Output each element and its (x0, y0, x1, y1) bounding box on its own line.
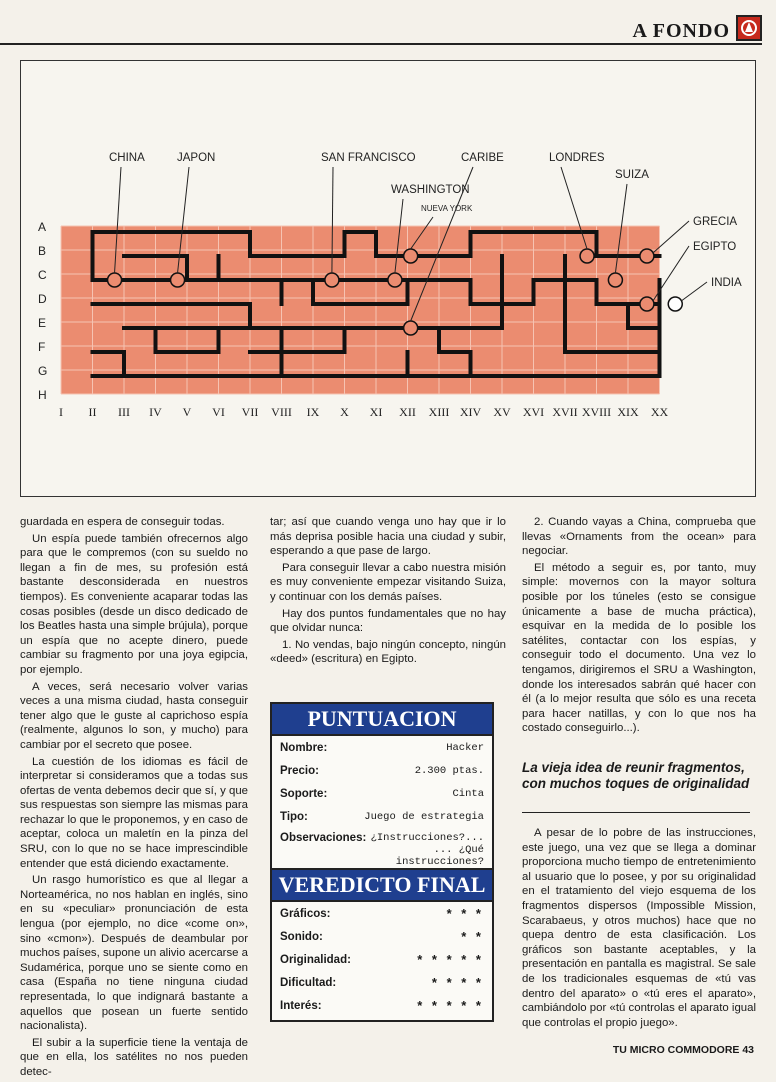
rating-stars: * * * (446, 906, 484, 921)
column-label: VI (212, 405, 225, 419)
paragraph: Hay dos puntos fundamentales que no hay que olvidar nunca: (270, 607, 506, 635)
column-label: VIII (271, 405, 292, 419)
score-key: Nombre: (280, 741, 328, 754)
score-row-observaciones (272, 828, 492, 868)
paragraph: Un rasgo humorístico es que al llegar a Norteamérica, no nos hablan en inglés, sino en su «peculiar» pronunciación de esta lengua (por ejemplo, no dice «come on», sino «cmon»). Después de deambular por muchos países, supone un alivio acercarse a Sudamérica, porque uno se siente como en casa (España no tiene ninguna ciudad representada, lo que indignará bastante a aquellos que posean un fuerte sentido nacionalista). (20, 874, 248, 1033)
place-label: NUEVA YORK (421, 204, 473, 213)
verdict-key: Interés: (280, 999, 322, 1012)
column-label: XIX (617, 405, 639, 419)
score-title: PUNTUACION (272, 704, 492, 736)
city-marker-icon (171, 273, 185, 287)
paragraph: 2. Cuando vayas a China, comprueba que llevas «Ornaments from the ocean» para negociar. (522, 516, 756, 558)
column-label: IV (149, 405, 162, 419)
paragraph: 1. No vendas, bajo ningún concepto, ningún «deed» (escritura) en Egipto. (270, 638, 506, 666)
rating-stars: * * * * * (417, 998, 484, 1013)
text-column-1 (20, 515, 248, 1082)
score-key: Observaciones: (280, 832, 367, 844)
paragraph: A veces, será necesario volver varias veces a una misma ciudad, hasta conseguir tener algo que le guste al caprichoso espía (realmente, algunos lo son, y mucho) para cambiar por el secreto que posee. (20, 680, 248, 751)
paragraph: El subir a la superficie tiene la ventaja de que en ella, los satélites no nos pueden detec- (20, 1036, 248, 1078)
city-marker-icon (325, 273, 339, 287)
paragraph: A pesar de lo pobre de las instrucciones, este juego, una vez que se llega a dominar proporciona mucho tiempo de entretenimiento al usuario que lo posee, y por su originalidad en el tratamiento del viejo esquema de los fragmentos dispersos (Impossible Mission, Scarabaeus, y otros muchos) hace que no quepa dentro de esta clasificación. Los gráficos son bastante aceptables, y la presentación en pantalla es magistral. Se sale de los tradicionales esquemas de «tú vas dentro del aparato» o «tú eres el aparato», cambiándolo por «tú controlas el aparato igual que controlas el propio juego». (522, 827, 756, 1029)
verdict-row-graficos (272, 902, 492, 925)
text-column-3 (522, 515, 756, 738)
column-label: II (88, 405, 97, 419)
place-label: GRECIA (693, 216, 738, 228)
city-marker-icon (580, 249, 594, 263)
verdict-row-interes (272, 994, 492, 1017)
paragraph: guardada en espera de conseguir todas. (20, 516, 225, 528)
score-value: Cinta (452, 787, 484, 800)
row-label: D (38, 292, 47, 306)
obs-line-1: ¿Instrucciones?... (370, 832, 484, 844)
column-label: IX (306, 405, 320, 419)
subheading-rule (522, 812, 750, 813)
row-label: E (38, 316, 47, 330)
tunnel-map-figure (20, 60, 756, 497)
score-row-tipo (272, 805, 492, 828)
paragraph: La cuestión de los idiomas es fácil de interpretar si consideramos que a todas sus ofertas de venta debemos decir que sí, y que sus respuestas son siempre las mismas para rechazar lo que le proponemos, y en caso de aceptar, coloca un maletín en la pinza del SRU, con lo que no se hace imprescindible entender que está diciendo exactamente. (20, 755, 248, 870)
column-label: XII (399, 405, 416, 419)
column-label: VII (241, 405, 259, 419)
header-rule (0, 43, 762, 45)
place-label: INDIA (711, 277, 742, 289)
place-label: SAN FRANCISCO (321, 152, 416, 164)
map-grid-background (61, 226, 659, 394)
city-marker-icon (404, 321, 418, 335)
score-key: Tipo: (280, 810, 308, 823)
column-label: X (340, 405, 349, 419)
column-label: I (59, 405, 63, 419)
score-key: Precio: (280, 764, 319, 777)
place-label: CHINA (109, 152, 145, 164)
paragraph: Para conseguir llevar a cabo nuestra misión es muy conveniente empezar visitando Suiza, y continuar con los demás países. (270, 561, 506, 603)
verdict-title: VEREDICTO FINAL (272, 868, 492, 902)
column-label: XX (650, 405, 669, 419)
column-label: XVI (522, 405, 545, 419)
row-label: F (38, 340, 46, 354)
verdict-row-dificultad (272, 971, 492, 994)
city-marker-icon (608, 273, 622, 287)
column-label: XV (493, 405, 511, 419)
place-label: JAPON (177, 152, 216, 164)
paragraph: tar; así que cuando venga uno hay que ir lo más deprisa posible hacia una ciudad y subir, esperando a que pase de largo. (270, 516, 506, 558)
tunnel-map (21, 61, 755, 496)
text-column-3-lower (522, 826, 756, 1032)
leader-line (681, 282, 707, 301)
rating-stars: * * * * * (417, 952, 484, 967)
place-label: WASHINGTON (391, 184, 470, 196)
row-label: A (38, 220, 47, 234)
section-title: A FONDO (632, 20, 730, 42)
row-label: G (38, 364, 48, 378)
score-row-precio (272, 759, 492, 782)
score-row-nombre (272, 736, 492, 759)
place-label: LONDRES (549, 152, 605, 164)
obs-line-2: ... ¿Qué instrucciones? (395, 844, 484, 868)
score-value (366, 832, 484, 868)
city-marker-icon (404, 249, 418, 263)
column-label: V (182, 405, 192, 419)
place-label: SUIZA (615, 169, 649, 181)
paragraph: El método a seguir es, por tanto, muy simple: movernos con la mayor soltura posible por los túneles (esto se consigue únicamente a base de mucha práctica), esquivar en la medida de lo posible los satélites, contactar con los espías, y conseguir todo el documento. Una vez lo tengamos, dirigiremos el SRU a Washington, donde los interesados sabrán qué hacer con él (a lo mejor resulta que sólo es una receta para hacer natillas, y con lo que nos ha costado conseguirlo...). (522, 561, 756, 735)
score-box (270, 702, 494, 1022)
verdict-key: Originalidad: (280, 953, 351, 966)
magazine-logo-icon (736, 15, 762, 41)
row-label: C (38, 268, 47, 282)
column-label: XIV (459, 405, 482, 419)
verdict-row-sonido (272, 925, 492, 948)
place-label: EGIPTO (693, 241, 737, 253)
row-label: H (38, 388, 47, 402)
score-value: 2.300 ptas. (414, 764, 484, 777)
city-marker-icon (668, 297, 682, 311)
verdict-key: Dificultad: (280, 976, 337, 989)
paragraph: Un espía puede también ofrecernos algo para que le compremos (con su sueldo no llegan a fin de mes, su profesión está bastante desconsiderada en nuestros tiempos). Es conveniente acaparar todas las cosas posibles (desde un disco dedicado de los Beatles hasta una simple brújula), porque un espía que no acepte dinero, puede cambiar su fragmento por una joya egipcia, por ejemplo. (20, 532, 248, 676)
city-marker-icon (640, 297, 654, 311)
city-marker-icon (108, 273, 122, 287)
score-value: Hacker (446, 741, 484, 754)
page-footer: TU MICRO COMMODORE 43 (612, 1044, 754, 1056)
row-label: B (38, 244, 47, 258)
rating-stars: * * (461, 929, 484, 944)
verdict-key: Sonido: (280, 930, 323, 943)
score-key: Soporte: (280, 787, 328, 800)
column-label: XVIII (581, 405, 612, 419)
column-label: III (118, 405, 130, 419)
column-label: XVII (552, 405, 578, 419)
score-value: Juego de estrategia (364, 810, 484, 823)
score-row-soporte (272, 782, 492, 805)
city-marker-icon (640, 249, 654, 263)
verdict-row-originalidad (272, 948, 492, 971)
place-label: CARIBE (461, 152, 504, 164)
column-label: XIII (428, 405, 450, 419)
rating-stars: * * * * (431, 975, 484, 990)
city-marker-icon (388, 273, 402, 287)
column-label: XI (369, 405, 383, 419)
verdict-key: Gráficos: (280, 907, 331, 920)
subheading: La vieja idea de reunir fragmentos, con muchos toques de originalidad (522, 760, 750, 791)
text-column-2 (270, 515, 506, 669)
